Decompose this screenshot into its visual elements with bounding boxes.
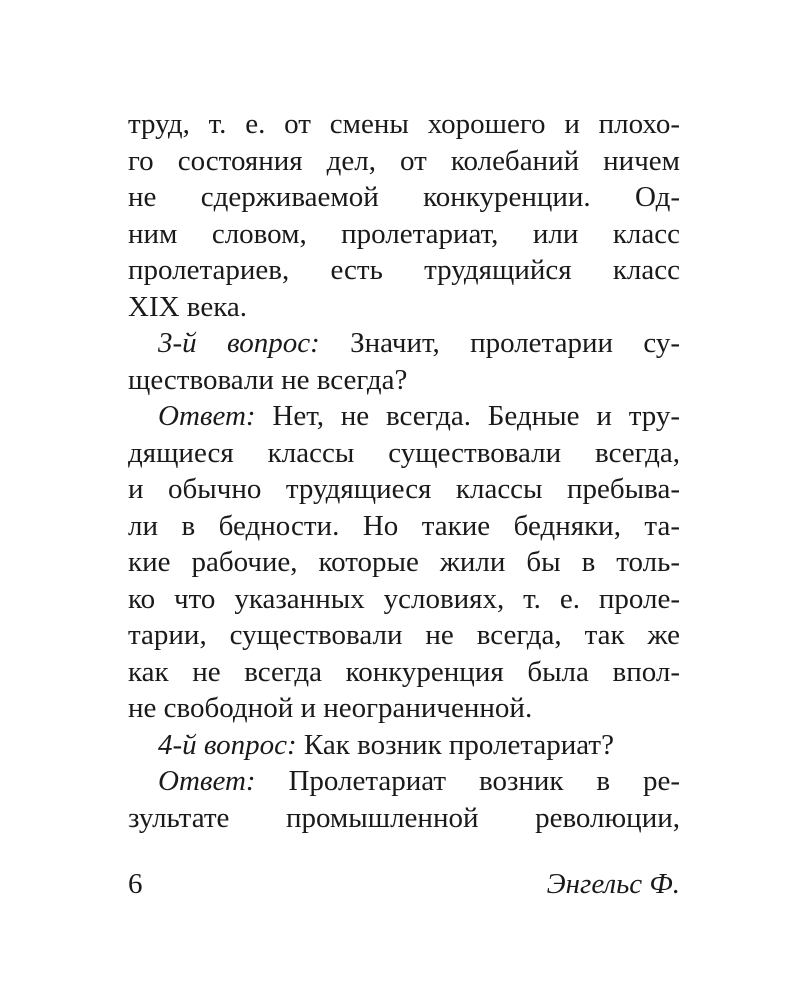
text-line: ко что указанных условиях, т. е. проле- [128, 582, 680, 615]
text-line: не свободной и неограниченной. [128, 692, 533, 724]
question-text: Как возник пролетариат? [303, 728, 614, 761]
running-head: Энгельс Ф. [546, 868, 680, 900]
answer-4-line [128, 763, 680, 800]
text-line: кие рабочие, которые жили бы в толь- [128, 546, 680, 578]
answer-text: Пролетариат возник в ре- [288, 765, 680, 797]
text-line: XIX века. [128, 290, 247, 323]
question-label: 4-й вопрос: [158, 728, 297, 761]
question-text: Значит, пролетарии су- [350, 327, 680, 359]
text-line: как не всегда конкуренция была впол- [128, 655, 680, 688]
text-line: зультате промышленной революции, [128, 801, 680, 834]
page-body [128, 106, 680, 836]
page-number: 6 [128, 868, 143, 900]
page-footer [128, 866, 680, 902]
text-line: дящиеся классы существовали всегда, [128, 436, 680, 469]
question-3-line [128, 325, 680, 362]
answer-label: Ответ: [158, 400, 256, 432]
text-line: го состояния дел, от колебаний ничем [128, 144, 680, 177]
answer-3-line [128, 398, 680, 435]
text-line: ли в бедности. Но такие бедняки, та- [128, 509, 680, 542]
answer-label: Ответ: [158, 765, 256, 797]
text-line: ним словом, пролетариат, или класс [128, 217, 680, 250]
question-4-line [128, 727, 680, 764]
text-line: ществовали не всегда? [128, 363, 408, 396]
text-line: тарии, существовали не всегда, так же [128, 619, 680, 651]
answer-text: Нет, не всегда. Бедные и тру- [272, 400, 680, 432]
text-line: труд, т. е. от смены хорошего и плохо- [128, 108, 680, 140]
text-line: и обычно трудящиеся классы пребыва- [128, 473, 680, 505]
question-label: 3-й вопрос: [158, 327, 320, 359]
text-line: пролетариев, есть трудящийся класс [128, 254, 680, 286]
text-line: не сдерживаемой конкуренции. Од- [128, 181, 680, 213]
